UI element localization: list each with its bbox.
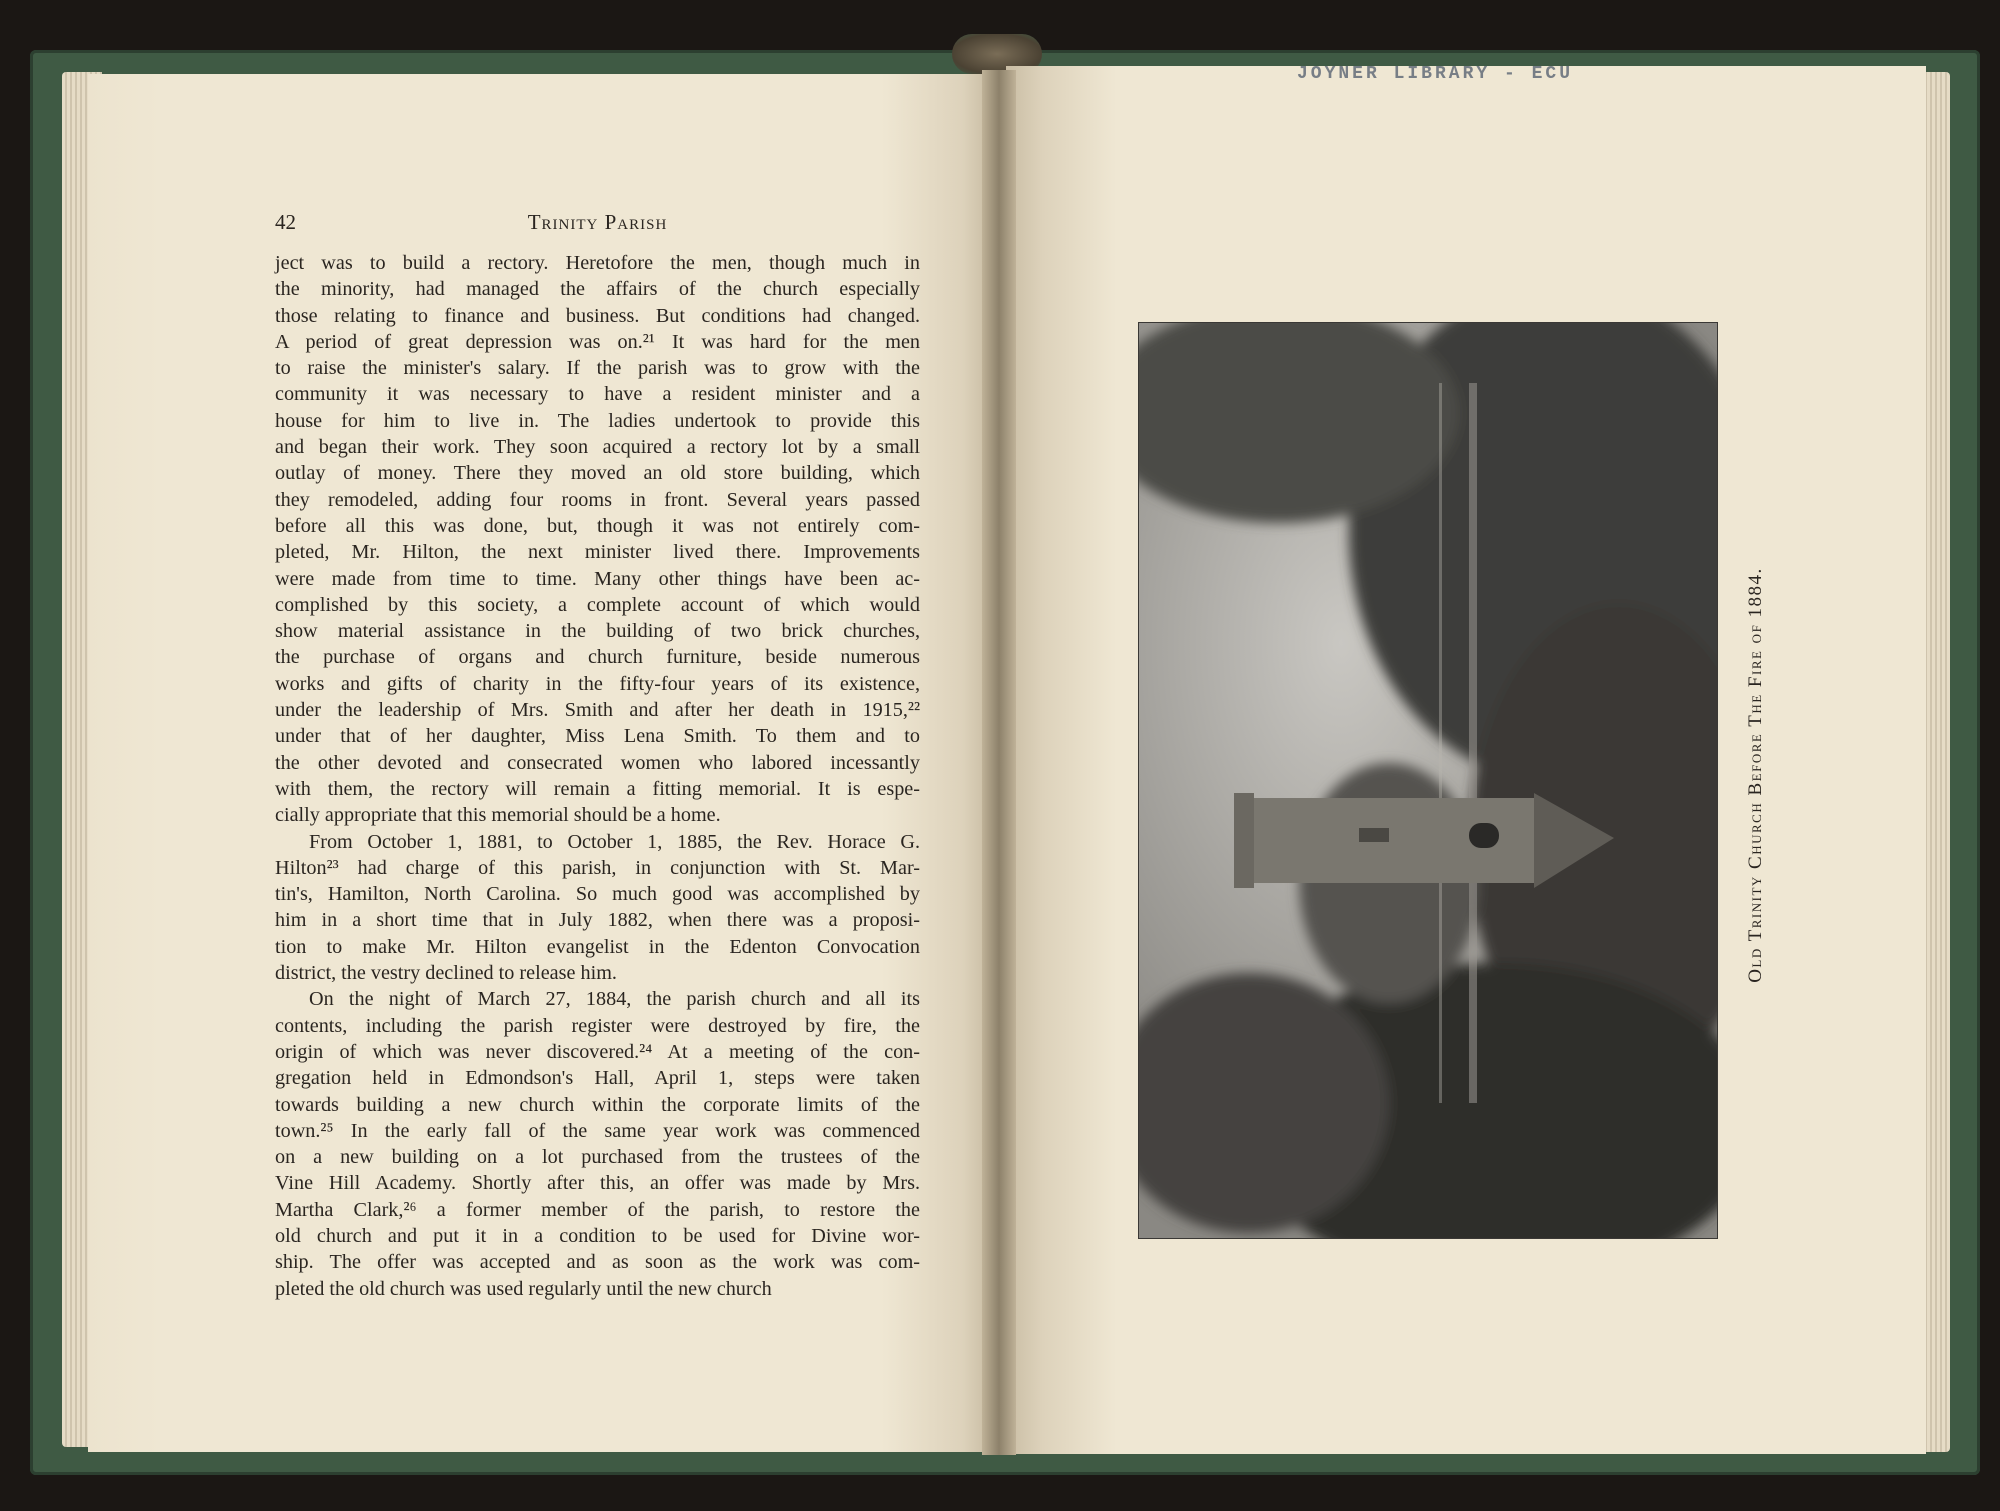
text-line: the other devoted and consecrated women who labored incessantly bbox=[275, 751, 920, 774]
text-line: towards building a new church within the corporate limits of the bbox=[275, 1093, 920, 1116]
text-line: pleted the old church was used regularly until the new church bbox=[275, 1277, 772, 1300]
text-line: under that of her daughter, Miss Lena Smith. To them and to bbox=[275, 725, 920, 748]
text-line: ject was to build a rectory. Heretofore the men, though much in bbox=[275, 252, 920, 274]
text-line: Martha Clark,²⁶ a former member of the parish, to restore the bbox=[275, 1198, 920, 1221]
text-line: origin of which was never discovered.²⁴ At a meeting of the con- bbox=[275, 1040, 920, 1063]
text-line: ship. The offer was accepted and as soon as the work was com- bbox=[275, 1251, 920, 1274]
text-line: before all this was done, but, though it was not entirely com- bbox=[275, 514, 920, 537]
text-line: A period of great depression was on.²¹ It was hard for the men bbox=[275, 330, 920, 353]
text-line: on a new building on a lot purchased from the trustees of the bbox=[275, 1146, 920, 1169]
text-line: were made from time to time. Many other things have been ac- bbox=[275, 567, 920, 590]
paragraph bbox=[275, 250, 920, 829]
paragraph bbox=[275, 829, 920, 987]
text-line: the purchase of organs and church furniture, beside numerous bbox=[275, 646, 920, 669]
text-line: town.²⁵ In the early fall of the same year work was commenced bbox=[275, 1119, 920, 1142]
paragraph bbox=[275, 986, 920, 1302]
text-line: under the leadership of Mrs. Smith and after her death in 1915,²² bbox=[275, 699, 920, 722]
text-line: to raise the minister's salary. If the parish was to grow with the bbox=[275, 357, 920, 380]
text-line: From October 1, 1881, to October 1, 1885, the Rev. Horace G. bbox=[309, 830, 920, 853]
text-line: those relating to finance and business. But conditions had changed. bbox=[275, 304, 920, 327]
photo-caption: Old Trinity Church Before The Fire of 1884. bbox=[1745, 567, 1766, 983]
text-line: outlay of money. There they moved an old store building, which bbox=[275, 462, 920, 485]
text-line: house for him to live in. The ladies undertook to provide this bbox=[275, 409, 920, 432]
photo-caption-area bbox=[1742, 530, 1770, 1020]
running-title: Trinity Parish bbox=[527, 210, 668, 234]
text-line: pleted, Mr. Hilton, the next minister lived there. Improvements bbox=[275, 541, 920, 564]
page-number: 42 bbox=[275, 210, 296, 234]
text-line: cially appropriate that this memorial should be a home. bbox=[275, 804, 721, 827]
text-line: and began their work. They soon acquired a rectory lot by a small bbox=[275, 436, 920, 459]
text-line: tin's, Hamilton, North Carolina. So much good was accomplished by bbox=[275, 883, 920, 906]
text-line: works and gifts of charity in the fifty-four years of its existence, bbox=[275, 672, 920, 695]
church-photo-image bbox=[1139, 323, 1717, 1238]
text-line: show material assistance in the building of two brick churches, bbox=[275, 620, 920, 643]
body-text bbox=[275, 250, 920, 1302]
text-line: him in a short time that in July 1882, when there was a proposi- bbox=[275, 909, 920, 932]
church-photograph bbox=[1138, 322, 1718, 1239]
book-gutter bbox=[982, 70, 1016, 1455]
text-line: district, the vestry declined to release him. bbox=[275, 962, 617, 985]
text-line: tion to make Mr. Hilton evangelist in the Edenton Convocation bbox=[275, 935, 920, 958]
text-line: with them, the rectory will remain a fitting memorial. It is espe- bbox=[275, 777, 920, 800]
text-line: Vine Hill Academy. Shortly after this, an offer was made by Mrs. bbox=[275, 1172, 920, 1195]
running-head bbox=[275, 210, 920, 238]
text-line: Hilton²³ had charge of this parish, in conjunction with St. Mar- bbox=[275, 856, 920, 879]
text-line: old church and put it in a condition to be used for Divine wor- bbox=[275, 1224, 920, 1247]
text-line: On the night of March 27, 1884, the parish church and all its bbox=[309, 988, 920, 1011]
text-line: community it was necessary to have a resident minister and a bbox=[275, 383, 920, 406]
text-line: complished by this society, a complete account of which would bbox=[275, 593, 920, 616]
library-stamp: JOYNER LIBRARY - ECU bbox=[1296, 66, 1574, 82]
text-line: gregation held in Edmondson's Hall, April 1, steps were taken bbox=[275, 1067, 920, 1090]
text-line: contents, including the parish register were destroyed by fire, the bbox=[275, 1014, 920, 1037]
text-line: they remodeled, adding four rooms in front. Several years passed bbox=[275, 488, 920, 511]
text-line: the minority, had managed the affairs of the church especially bbox=[275, 278, 920, 301]
